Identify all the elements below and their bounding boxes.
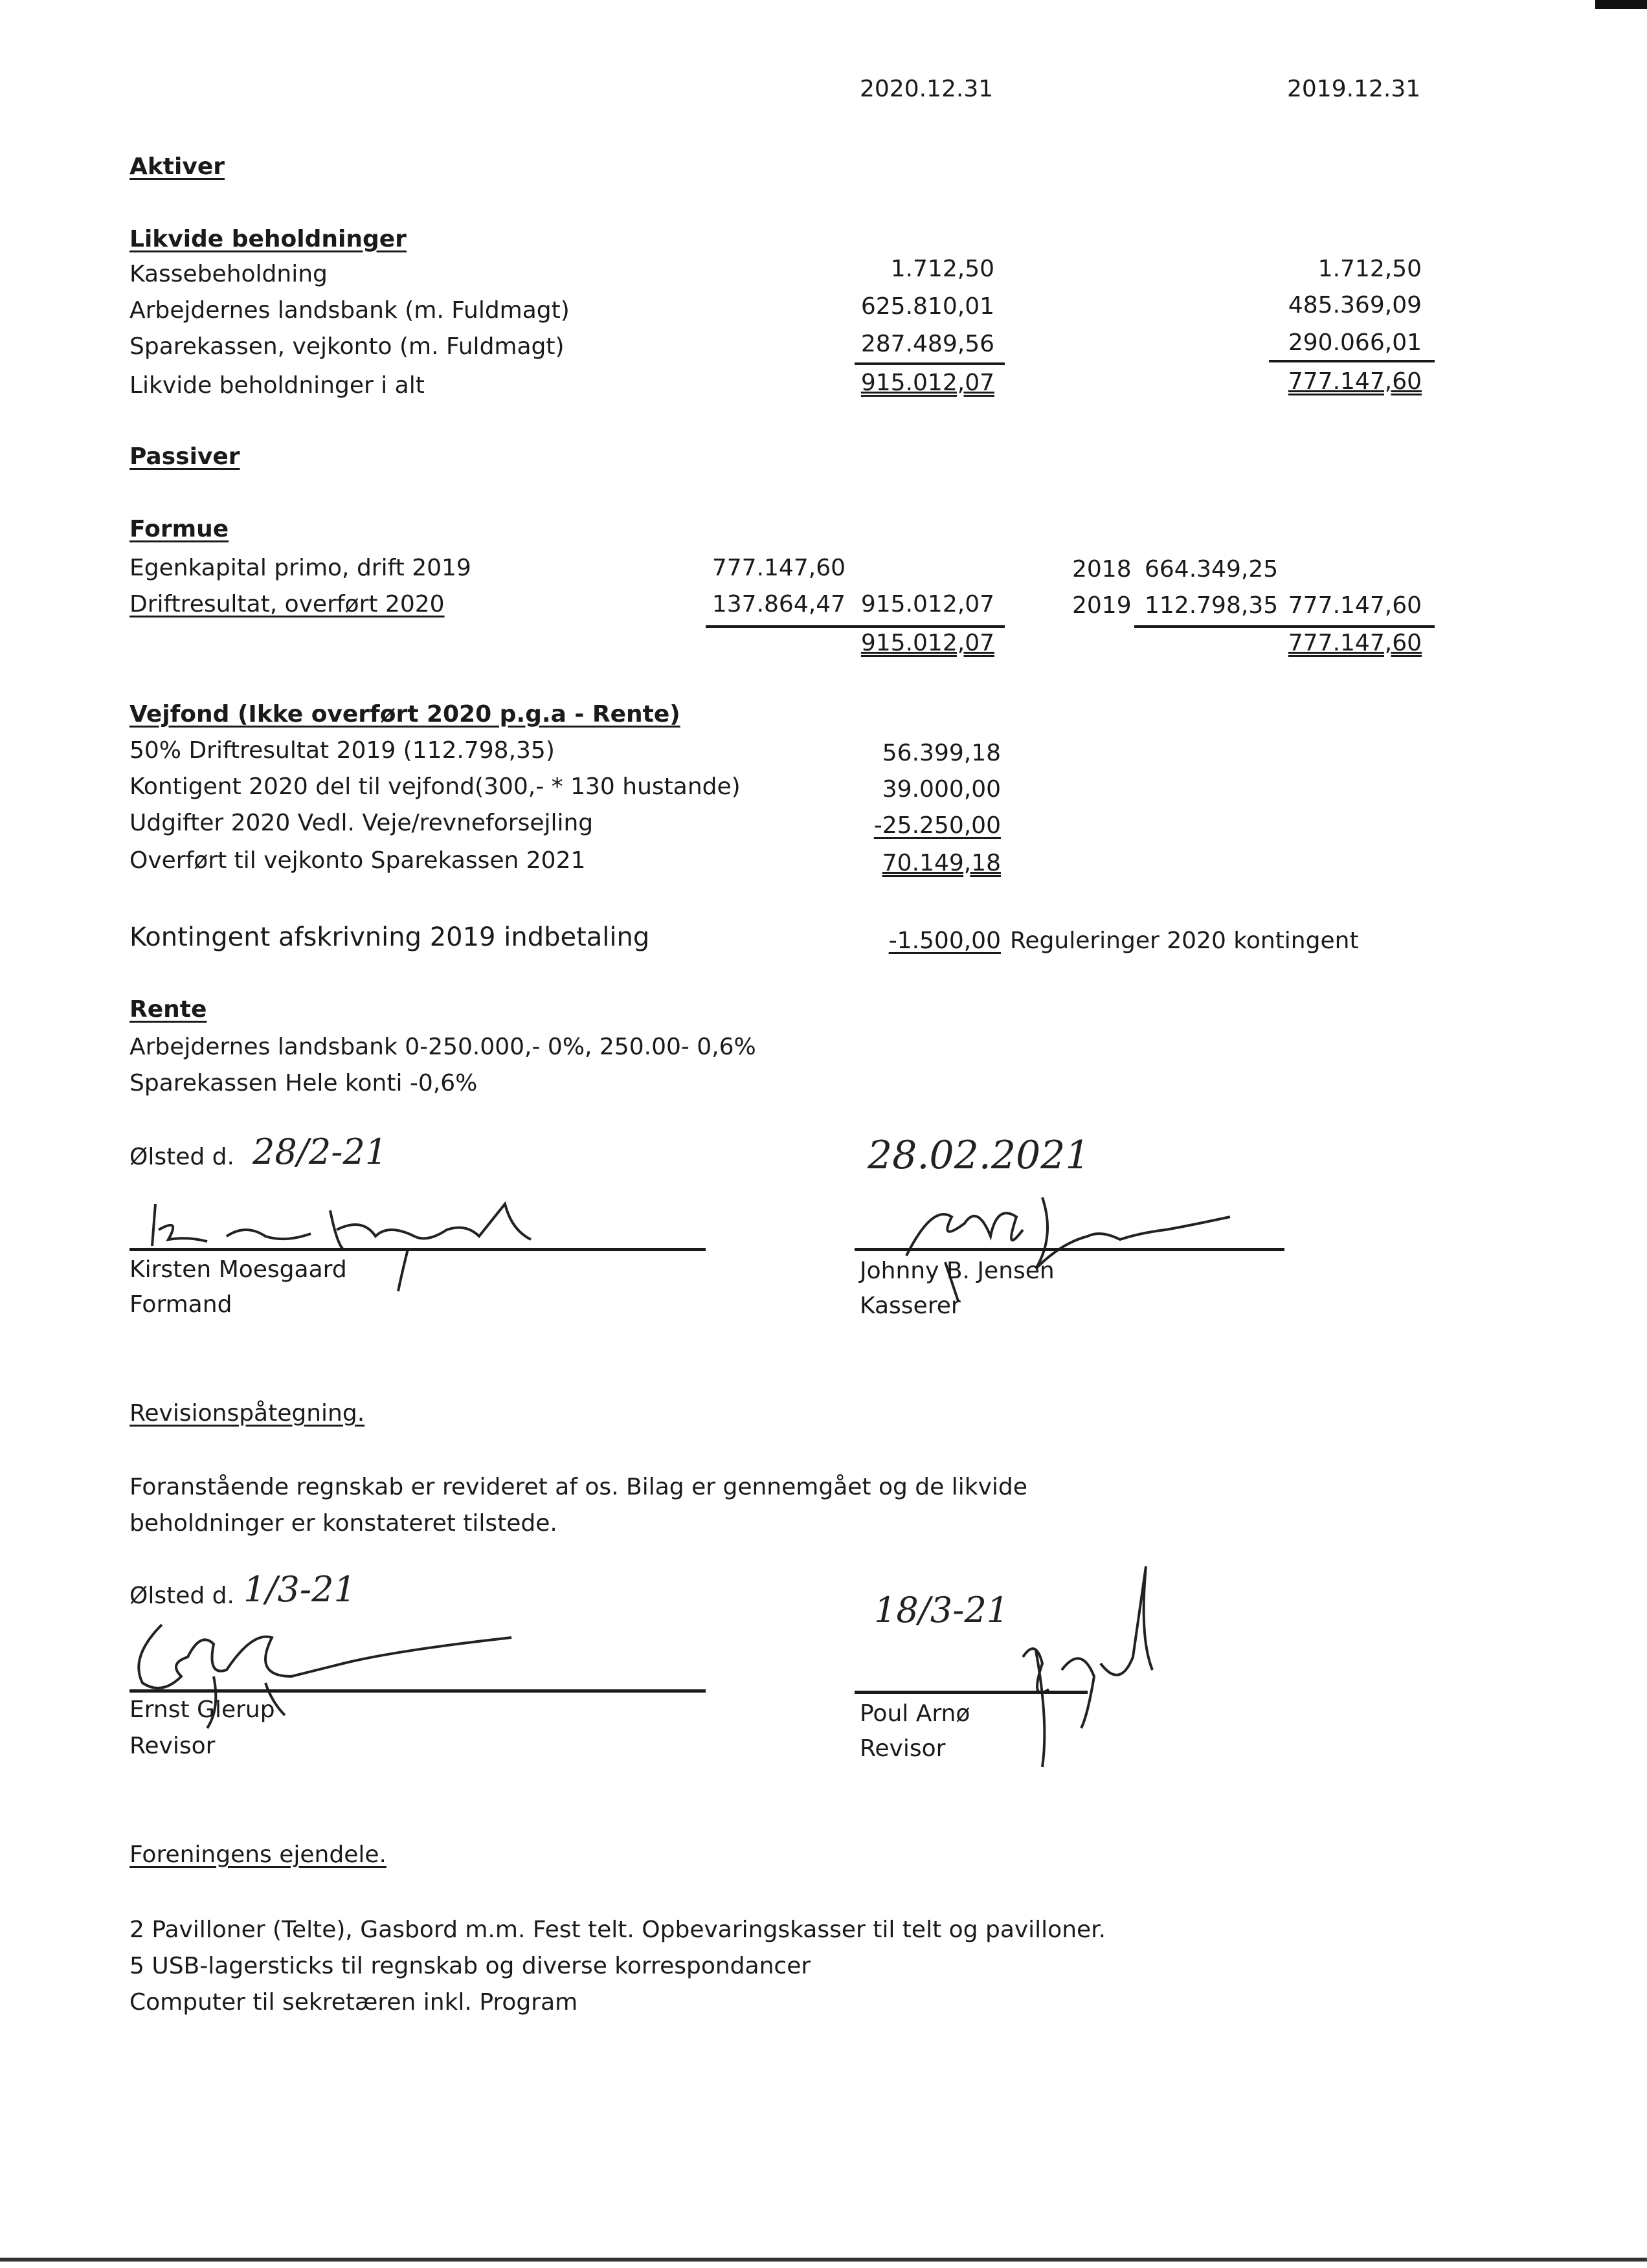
signature-line-left <box>129 1248 706 1251</box>
formue-row2-sum-2019: 777.147,60 <box>1288 592 1422 619</box>
signature-line-right <box>855 1248 1284 1251</box>
formue-row1-year: 2018 <box>1072 556 1132 583</box>
vejfond-row-value: 39.000,00 <box>882 776 1001 803</box>
formue-total-2020: 915.012,07 <box>860 630 994 656</box>
signer-name: Johnny B. Jensen <box>860 1258 1055 1284</box>
revision-text: Foranstående regnskab er revideret af os. Bilag er gennemgået og de likvide <box>129 1474 1027 1500</box>
signer-name: Ernst Glerup <box>129 1696 275 1723</box>
formue-row1-label: Egenkapital primo, drift 2019 <box>129 555 471 581</box>
formue-row1-value-2020: 777.147,60 <box>711 555 846 581</box>
total-value-2019: 777.147,60 <box>1288 368 1422 395</box>
signer-name: Kirsten Moesgaard <box>129 1256 347 1283</box>
ejendele-line: 2 Pavilloner (Telte), Gasbord m.m. Fest telt. Opbevaringskasser til telt og pavilloner. <box>129 1917 1106 1943</box>
formue-rule-2020 <box>706 625 1005 628</box>
signature-johnny-jensen <box>893 1178 1243 1307</box>
row-label: Sparekassen, vejkonto (m. Fuldmagt) <box>129 333 565 360</box>
row-value-2020: 287.489,56 <box>860 331 994 357</box>
vejfond-row-value: 56.399,18 <box>882 740 1001 766</box>
vejfond-title: Vejfond (Ikke overført 2020 p.g.a - Rente) <box>129 701 680 728</box>
header-2019: 2019.12.31 <box>1287 76 1421 102</box>
formue-rule-2019 <box>1134 625 1435 628</box>
kontingent-label: Kontingent afskrivning 2019 indbetaling <box>129 922 650 952</box>
aktiver-title: Aktiver <box>129 153 225 180</box>
total-label: Likvide beholdninger i alt <box>129 372 425 399</box>
vejfond-total-label: Overført til vejkonto Sparekassen 2021 <box>129 847 586 874</box>
row-label: Arbejdernes landsbank (m. Fuldmagt) <box>129 297 570 324</box>
handwritten-date-left: 1/3-21 <box>243 1569 356 1610</box>
header-2020: 2020.12.31 <box>860 76 994 102</box>
subtotal-rule-2020 <box>855 362 1005 365</box>
signer-role: Kasserer <box>860 1293 961 1319</box>
vejfond-row-label: Udgifter 2020 Vedl. Veje/revneforsejling <box>129 810 594 836</box>
formue-total-2019: 777.147,60 <box>1288 630 1422 656</box>
handwritten-date-left: 28/2-21 <box>252 1131 388 1172</box>
vejfond-row-value: -25.250,00 <box>873 812 1001 839</box>
formue-title: Formue <box>129 516 229 542</box>
kontingent-value: -1.500,00 <box>888 928 1001 954</box>
scan-edge-bottom <box>0 2258 1647 2262</box>
passiver-title: Passiver <box>129 443 240 470</box>
row-value-2020: 1.712,50 <box>890 256 994 282</box>
formue-row2-label: Driftresultat, overført 2020 <box>129 591 445 617</box>
vejfond-row-label: Kontigent 2020 del til vejfond(300,- * 130 hustande) <box>129 773 741 800</box>
formue-row2-value-2020: 137.864,47 <box>711 591 846 617</box>
row-label: Kassebeholdning <box>129 261 328 287</box>
row-value-2019: 1.712,50 <box>1317 256 1422 282</box>
kontingent-note: Reguleringer 2020 kontingent <box>1010 928 1359 954</box>
signature-poul-arno <box>997 1560 1165 1773</box>
rente-line: Arbejdernes landsbank 0-250.000,- 0%, 250.00- 0,6% <box>129 1034 756 1060</box>
signature-line-right <box>855 1691 1088 1694</box>
signer-name: Poul Arnø <box>860 1700 970 1727</box>
place-label: Ølsted d. <box>129 1583 234 1609</box>
rente-title: Rente <box>129 996 207 1023</box>
handwritten-date-right: 28.02.2021 <box>868 1133 1090 1178</box>
total-value-2020: 915.012,07 <box>860 370 994 396</box>
handwritten-date-right: 18/3-21 <box>874 1590 1009 1630</box>
formue-row2-sum-2020: 915.012,07 <box>860 591 994 617</box>
ejendele-line: 5 USB-lagersticks til regnskab og diverse korrespondancer <box>129 1953 811 1979</box>
signer-role: Revisor <box>860 1735 946 1762</box>
row-value-2019: 290.066,01 <box>1288 329 1422 356</box>
vejfond-row-label: 50% Driftresultat 2019 (112.798,35) <box>129 737 555 764</box>
place-label: Ølsted d. <box>129 1144 234 1170</box>
formue-row1-value-2019: 664.349,25 <box>1145 556 1279 583</box>
scan-edge-top <box>1595 0 1647 9</box>
signature-line-left <box>129 1689 706 1693</box>
vejfond-total-value: 70.149,18 <box>882 850 1001 876</box>
row-value-2020: 625.810,01 <box>860 293 994 320</box>
row-value-2019: 485.369,09 <box>1288 292 1422 318</box>
formue-row2-year: 2019 <box>1072 592 1132 619</box>
rente-line: Sparekassen Hele konti -0,6% <box>129 1070 478 1096</box>
ejendele-title: Foreningens ejendele. <box>129 1841 387 1868</box>
ejendele-line: Computer til sekretæren inkl. Program <box>129 1989 578 2016</box>
subtotal-rule-2019 <box>1269 360 1435 362</box>
revision-title: Revisionspåtegning. <box>129 1400 365 1427</box>
likvide-title: Likvide beholdninger <box>129 226 407 252</box>
signer-role: Formand <box>129 1291 232 1318</box>
revision-text: beholdninger er konstateret tilstede. <box>129 1510 557 1537</box>
signer-role: Revisor <box>129 1733 216 1759</box>
formue-row2-value-2019: 112.798,35 <box>1145 592 1279 619</box>
